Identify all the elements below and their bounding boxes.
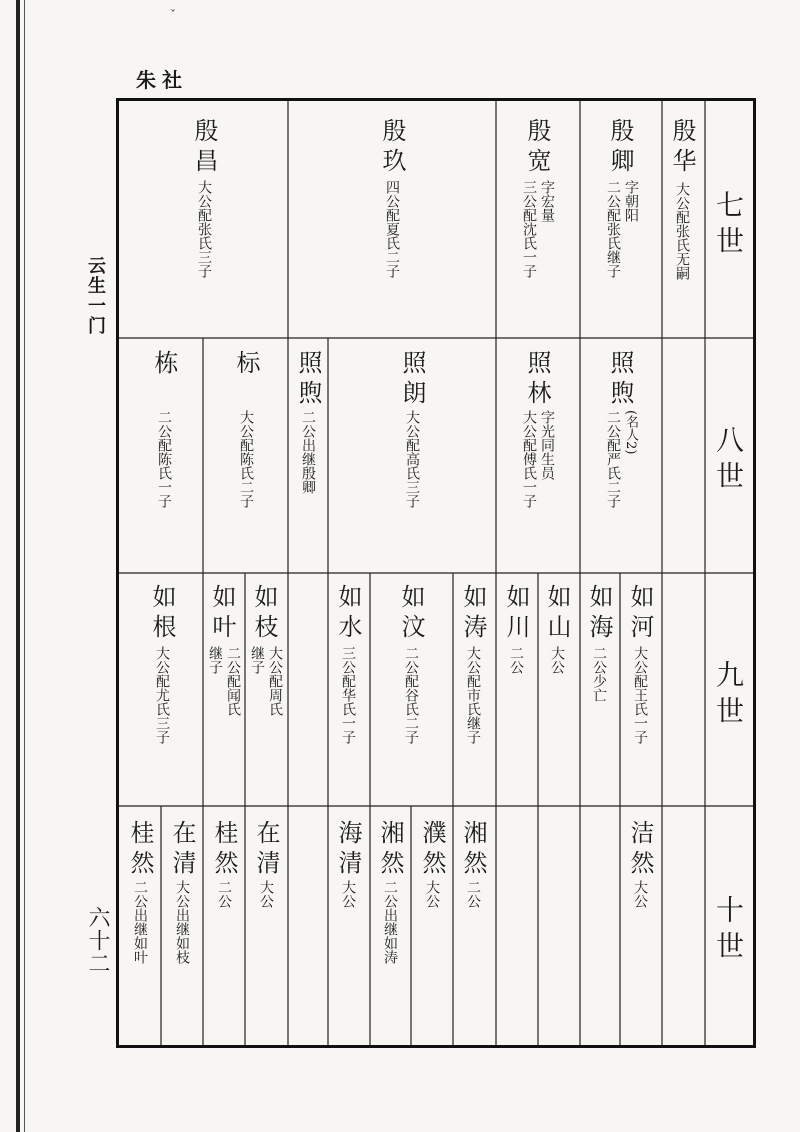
person-note: 二公出继如叶 [132,880,148,964]
side-section-label: 云生一门 [85,256,106,336]
person-note: 继子 [249,646,265,674]
person-note: 二公 [216,880,232,908]
person-note: 二公 [465,880,481,908]
person-name: 殷卿 [606,118,634,178]
person-name: 如汶 [397,584,425,644]
person-name: 照朗 [398,350,426,410]
person-name: 海清 [334,820,362,880]
person-note: 大公 [258,880,274,908]
person-note: 四公配夏氏二子 [384,180,400,278]
person-name: 濮然 [418,820,446,880]
person-note: 大公配张氏无嗣 [674,182,690,280]
person-name: 殷昌 [190,118,218,178]
person-name: 如枝 [250,584,278,644]
person-note: 二公配严氏二子 [605,410,621,508]
person-name: 如水 [334,584,362,644]
person-note: 大公 [632,880,648,908]
person-note: 二公 [508,646,524,674]
person-name: 如山 [543,584,571,644]
person-note: 大公 [424,880,440,908]
generation-label-8: 八世 [712,425,745,497]
person-note: 大公配周氏 [267,646,283,716]
person-name: 如根 [148,584,176,644]
person-note: 二公配闻氏 [225,646,241,716]
generation-label-10: 十世 [712,895,745,967]
page-header-title: 朱社 [136,68,188,92]
person-name: 如叶 [208,584,236,644]
person-name: 洁然 [626,820,654,880]
person-name: 殷华 [668,118,696,178]
person-note: 三公配华氏一子 [340,646,356,744]
person-name: 湘然 [459,820,487,880]
generation-label-9: 九世 [712,660,745,732]
person-note: 大公配尤氏三子 [154,646,170,744]
person-note: 大公配陈氏二子 [238,410,254,508]
person-note: 大公 [549,646,565,674]
person-name: 如河 [626,584,654,644]
person-note: 二公出继如涛 [382,880,398,964]
person-name: 照煦 [606,350,634,410]
person-note: 二公少亡 [591,646,607,702]
person-note: 继子 [207,646,223,674]
person-name: 照林 [523,350,551,410]
person-note: 二公配谷氏二子 [403,646,419,744]
person-note: 字宏量 [539,180,555,222]
person-note: 二公配张氏继子 [605,180,621,278]
generation-label-7: 七世 [712,190,745,262]
person-note: 大公 [340,880,356,908]
person-name: 如涛 [459,584,487,644]
page-number: 六十二 [85,906,110,975]
person-note: 大公配张氏三子 [196,180,212,278]
person-name: 照煦 [294,350,322,410]
person-name: 桂然 [126,820,154,880]
person-name: 殷玖 [378,118,406,178]
person-note: 大公配王氏一子 [632,646,648,744]
person-note: 字朝阳 [623,180,639,222]
person-name: 栋 [150,350,178,380]
person-note: 大公配市氏继子 [465,646,481,744]
person-note: 二公出继殷卿 [300,410,316,494]
person-note: 大公配傅氏一子 [521,410,537,508]
person-name: 标 [232,350,260,380]
person-name: 桂然 [210,820,238,880]
person-note: 字光同生员 [539,410,555,480]
person-name: 殷宽 [523,118,551,178]
person-note: 大公出继如枝 [174,880,190,964]
person-name: 如川 [502,584,530,644]
person-note: 二公配陈氏一子 [156,410,172,508]
person-name: 在清 [168,820,196,880]
person-note: (名人2) [623,410,638,455]
person-note: 三公配沈氏一子 [521,180,537,278]
person-name: 如海 [585,584,613,644]
person-note: 大公配高氏三子 [404,410,420,508]
person-name: 在清 [252,820,280,880]
top-mark: ˇ [170,8,176,22]
person-name: 湘然 [376,820,404,880]
